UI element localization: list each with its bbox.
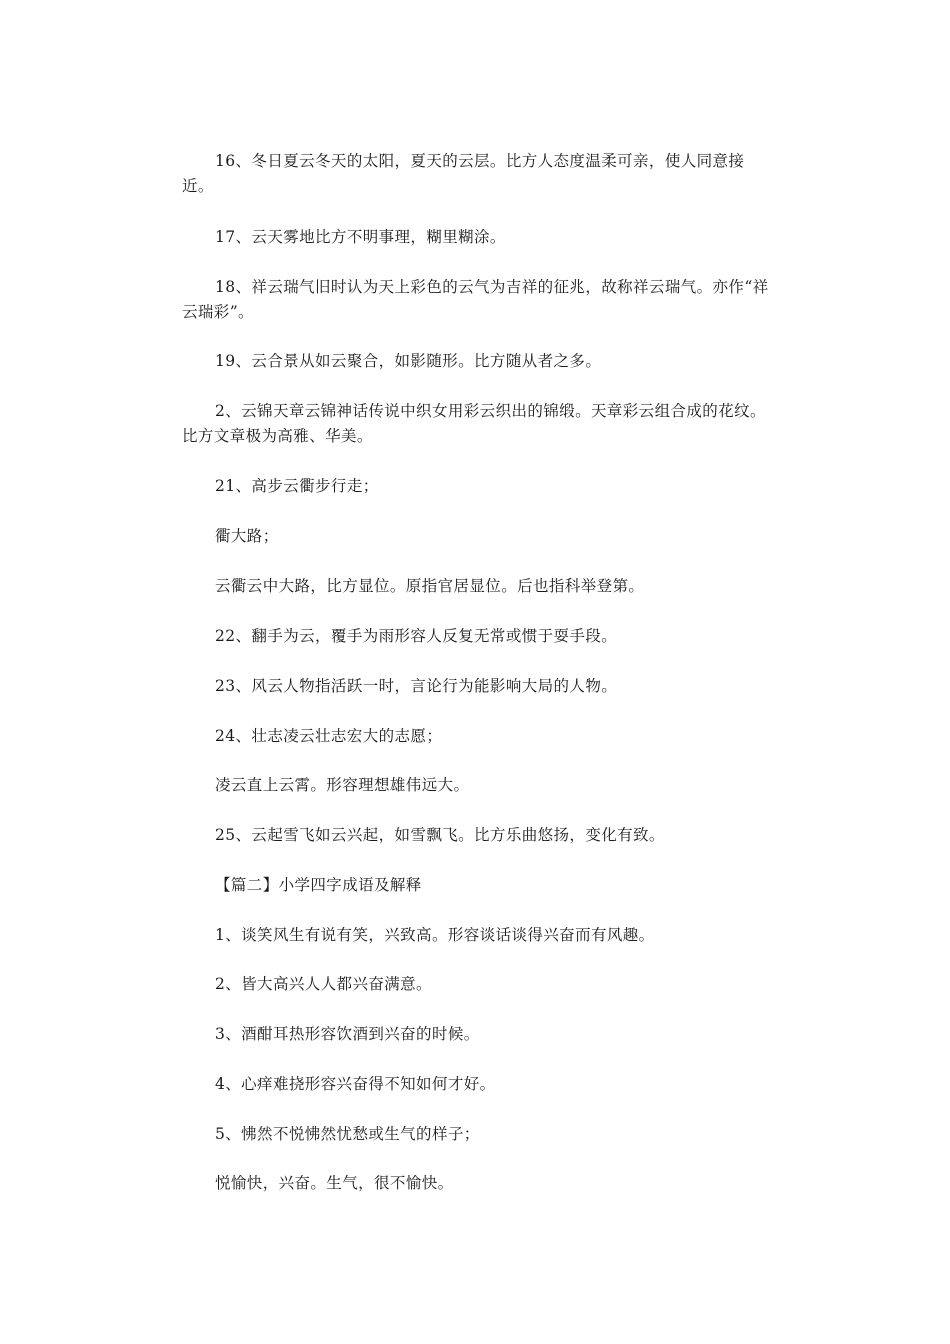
paragraph-idiom-25: 25、云起雪飞如云兴起，如雪飘飞。比方乐曲悠扬，变化有致。 [215,826,665,844]
paragraph-part2-1: 1、谈笑风生有说有笑，兴致高。形容谈话谈得兴奋而有风趣。 [215,926,655,944]
paragraph-idiom-24: 24、壮志凌云壮志宏大的志愿； [215,727,443,745]
paragraph-idiom-21: 21、高步云衢步行走； [215,477,379,495]
paragraph-idiom-21-note-1: 衢大路； [215,527,279,545]
paragraph-part2-5-note: 悦愉快，兴奋。生气，很不愉快。 [215,1174,454,1192]
paragraph-idiom-18: 18、祥云瑞气旧时认为天上彩色的云气为吉祥的征兆，故称祥云瑞气。亦作“祥云瑞彩”。 [182,278,769,321]
paragraph-part2-2: 2、皆大高兴人人都兴奋满意。 [215,975,432,993]
paragraph-part2-4: 4、心痒难挠形容兴奋得不知如何才好。 [215,1075,496,1093]
paragraph-idiom-21-note-2: 云衢云中大路，比方显位。原指官居显位。后也指科举登第。 [215,577,645,595]
paragraph-part2-5: 5、怫然不悦怫然忧愁或生气的样子； [215,1125,480,1143]
section-heading: 【篇二】小学四字成语及解释 [215,876,422,894]
paragraph-part2-3: 3、酒酣耳热形容饮酒到兴奋的时候。 [215,1025,480,1043]
paragraph-idiom-20: 2、云锦天章云锦神话传说中织女用彩云织出的锦缎。天章彩云组合成的花纹。比方文章极为高雅、华美。 [182,402,766,445]
paragraph-idiom-16: 16、冬日夏云冬天的太阳，夏天的云层。比方人态度温柔可亲，使人同意接近。 [182,152,745,195]
paragraph-idiom-17: 17、云天雾地比方不明事理，糊里糊涂。 [215,228,506,246]
paragraph-idiom-23: 23、风云人物指活跃一时，言论行为能影响大局的人物。 [215,677,618,695]
paragraph-idiom-24-note: 凌云直上云霄。形容理想雄伟远大。 [215,776,470,794]
paragraph-idiom-19: 19、云合景从如云聚合，如影随形。比方随从者之多。 [215,352,602,370]
paragraph-idiom-22: 22、翻手为云，覆手为雨形容人反复无常或惯于耍手段。 [215,627,618,645]
